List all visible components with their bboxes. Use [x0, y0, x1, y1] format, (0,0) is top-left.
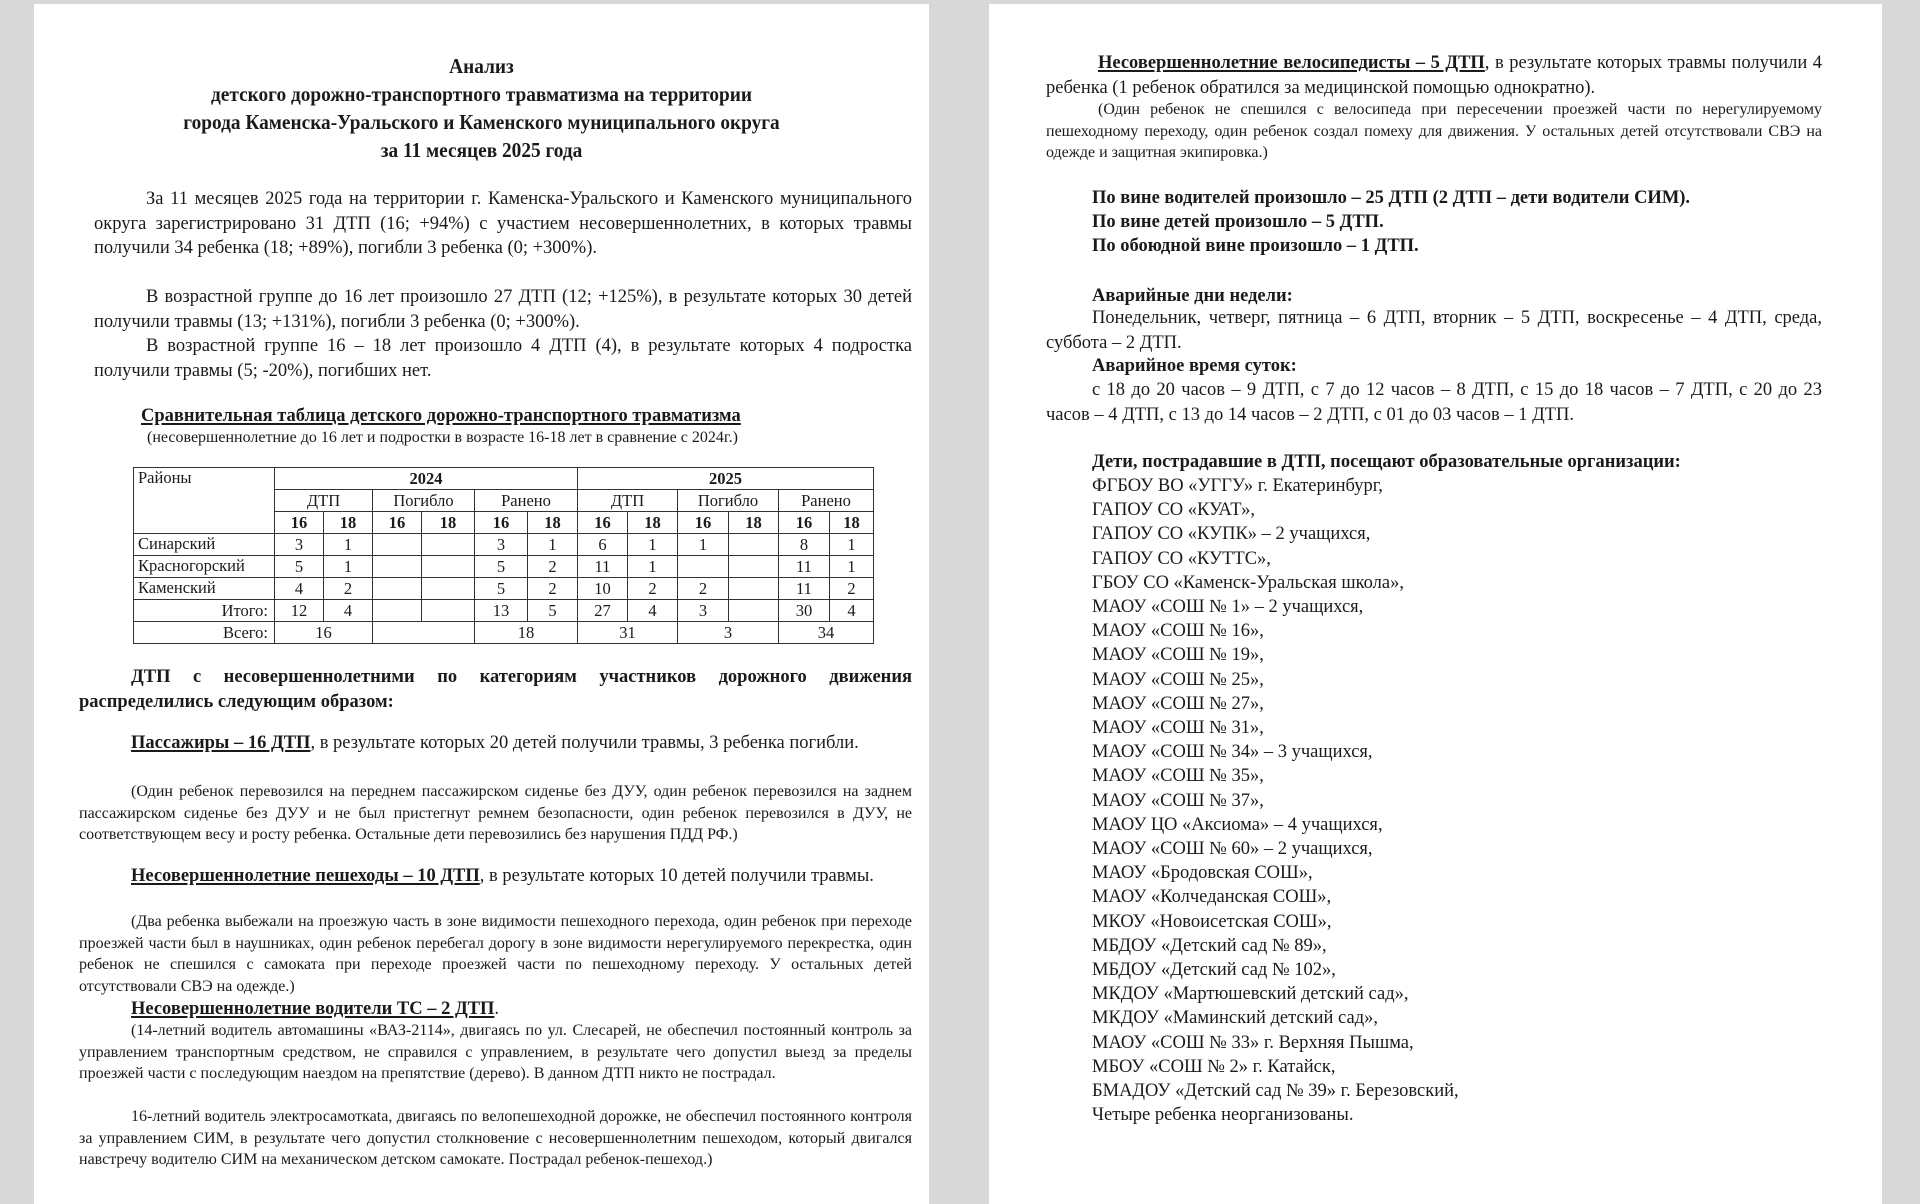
table-row	[134, 578, 874, 600]
table-cell	[729, 556, 779, 578]
age-header: 18	[830, 512, 874, 534]
schools-heading: Дети, пострадавшие в ДТП, посещают образовательные организации:	[1092, 452, 1681, 472]
table-cell	[422, 600, 475, 622]
age-header: 16	[373, 512, 422, 534]
fault-children: По вине детей произошло – 5 ДТП.	[1092, 212, 1384, 232]
passengers-section	[79, 731, 912, 756]
table-cell: 11	[779, 556, 830, 578]
school-item: ГАПОУ СО «КУПК» – 2 учащихся,	[1092, 524, 1371, 545]
doc-title-line-3: города Каменска-Уральского и Каменского муниципального округа	[183, 110, 780, 134]
cyclists-note: (Один ребенок не спешился с велосипеда при пересечении проезжей части по нерегулируемому пешеходному переходу, один ребенок создал помеху для движения. У остальных детей отсутствовали СВЭ на одежде и защитная экипировка.)	[1046, 101, 1822, 161]
pedestrians-note: (Два ребенка выбежали на проезжую часть в зоне видимости пешеходного перехода, один ребенок при переходе проезжей части был в наушниках, один ребенок перебегал дорогу в зоне видимости нерегулируемого перекрестка, один ребенок не спешился с самоката при переходе проезжей части по пешеходному переходу. У остальных детей отсутствовали СВЭ на одежде.)	[79, 913, 912, 995]
drivers-note-2: 16-летний водитель электросамоткаta, двигаясь по велопешеходной дорожке, не обеспечил постоянного контроля за управлением СИМ, в результате чего допустил столкновение с несовершеннолетним пешеходом, который двигался навстречу водителю СИМ на механическом детском самокате. Пострадал ребенок-пешеход.)	[79, 1108, 912, 1168]
school-item: МБОУ «СОШ № 2» г. Катайск,	[1092, 1056, 1336, 1077]
table-cell: 10	[578, 578, 628, 600]
table-cell	[729, 600, 779, 622]
intro-paragraph-1: За 11 месяцев 2025 года на территории г. Каменска-Уральского и Каменского муниципального округа зарегистрировано 31 ДТП (16; +94%) с участием несовершеннолетних, в которых травмы получили 34 ребенка (18; +89%), погибли 3 ребенка (0; +300%).	[94, 189, 912, 258]
schools-list	[1092, 474, 1459, 1127]
school-item: МАОУ «СОШ № 34» – 3 учащихся,	[1092, 742, 1373, 763]
school-item: МАОУ «СОШ № 1» – 2 учащихся,	[1092, 597, 1364, 618]
cyclists-heading: Несовершеннолетние велосипедисты – 5 ДТП	[1098, 53, 1485, 73]
school-item: МАОУ «СОШ № 31»,	[1092, 718, 1264, 739]
school-item: ГАПОУ СО «КУАТ»,	[1092, 500, 1255, 521]
age-header: 16	[275, 512, 324, 534]
table-cell: 12	[275, 600, 324, 622]
year-header-2024: 2024	[275, 468, 578, 490]
table-cell	[729, 578, 779, 600]
table-row	[134, 534, 874, 556]
school-item: МАОУ «СОШ № 19»,	[1092, 645, 1264, 666]
table-subtitle: (несовершеннолетние до 16 лет и подростки в возрасте 16-18 лет в сравнение с 2024г.)	[147, 429, 738, 446]
age-header: 18	[324, 512, 373, 534]
fault-mutual: По обоюдной вине произошло – 1 ДТП.	[1092, 236, 1419, 256]
intro-paragraph-3: В возрастной группе 16 – 18 лет произошло 4 ДТП (4), в результате которых 4 подростка получили травмы (5; -20%), погибших нет.	[94, 336, 912, 381]
total-cell: 16	[275, 622, 373, 644]
age-header: 16	[578, 512, 628, 534]
table-cell	[373, 578, 422, 600]
district-name: Красногорский	[134, 556, 275, 578]
total-cell: 31	[578, 622, 678, 644]
table-cell: 4	[324, 600, 373, 622]
table-cell: 30	[779, 600, 830, 622]
year-header-2025: 2025	[578, 468, 874, 490]
document-page-right	[989, 4, 1882, 1204]
table-title: Сравнительная таблица детского дорожно-транспортного травматизма	[141, 406, 741, 426]
passengers-heading: Пассажиры – 16 ДТП	[131, 733, 311, 753]
school-item: МАОУ «СОШ № 27»,	[1092, 693, 1264, 714]
table-cell	[373, 600, 422, 622]
table-cell	[373, 534, 422, 556]
district-name: Каменский	[134, 578, 275, 600]
age-header: 16	[678, 512, 729, 534]
table-header-years	[134, 468, 874, 490]
table-row	[134, 600, 874, 622]
group-header: Погибло	[373, 490, 475, 512]
school-item: МБДОУ «Детский сад № 102»,	[1092, 960, 1336, 981]
pedestrians-section	[79, 864, 912, 889]
pedestrians-heading: Несовершеннолетние пешеходы – 10 ДТП	[131, 866, 480, 886]
table-cell	[373, 556, 422, 578]
days-heading: Аварийные дни недели:	[1092, 286, 1293, 306]
table-cell: 4	[830, 600, 874, 622]
table-cell: 4	[628, 600, 678, 622]
table-cell: 4	[275, 578, 324, 600]
passengers-note: (Один ребенок перевозился на переднем пассажирском сиденье без ДУУ, один ребенок перевозился на заднем пассажирском сиденье без ДУУ и не был пристегнут ремнем безопасности, один ребенок перевозился в ДУУ, не соответствующем весу и росту ребенка. Остальные дети перевозились без нарушения ПДД РФ.)	[79, 783, 912, 843]
age-header: 18	[528, 512, 578, 534]
table-cell: 2	[528, 578, 578, 600]
table-cell: 27	[578, 600, 628, 622]
age-header: 16	[475, 512, 528, 534]
table-body	[134, 534, 874, 644]
table-cell: 2	[830, 578, 874, 600]
table-cell	[422, 578, 475, 600]
table-cell: 2	[628, 578, 678, 600]
table-corner-header: Районы	[134, 468, 275, 534]
doc-title-line-1: Анализ	[449, 54, 514, 78]
drivers-note-1: (14-летний водитель автомашины «ВАЗ-2114», двигаясь по ул. Слесарей, не обеспечил постоянный контроль за управлением транспортным средством, не справился с управлением, в результате чего допустил выезд за пределы проезжей части с последующим наездом на препятствие (дерево). В данном ДТП никто не пострадал.	[79, 1022, 912, 1082]
table-total-row	[134, 622, 874, 644]
table-cell: 5	[528, 600, 578, 622]
school-item: МКДОУ «Мартюшевский детский сад»,	[1092, 984, 1409, 1005]
school-item: МАОУ «Колчеданская СОШ»,	[1092, 887, 1332, 908]
age-header: 18	[422, 512, 475, 534]
intro-paragraph-2: В возрастной группе до 16 лет произошло 27 ДТП (12; +125%), в результате которых 30 детей получили травмы (13; +131%), погибли 3 ребенка (0; +300%).	[94, 287, 912, 332]
total-cell: 3	[678, 622, 779, 644]
cyclists-text: , в результате которых травмы получили 4 ребенка (1 ребенок обратился за медицинской помощью однократно).	[1046, 53, 1822, 98]
school-item: МКОУ «Новоисетская СОШ»,	[1092, 911, 1332, 932]
table-cell: 3	[275, 534, 324, 556]
school-item: ГАПОУ СО «КУТТС»,	[1092, 548, 1271, 569]
total-cell	[373, 622, 475, 644]
table-cell: 11	[779, 578, 830, 600]
school-item: ФГБОУ ВО «УГГУ» г. Екатеринбург,	[1092, 476, 1383, 496]
school-item: МАОУ «СОШ № 35»,	[1092, 766, 1264, 787]
drivers-heading: Несовершеннолетние водители ТС – 2 ДТП	[131, 999, 495, 1019]
school-item: МКДОУ «Маминский детский сад»,	[1092, 1008, 1378, 1029]
document-page-left	[34, 4, 929, 1204]
table-cell: 11	[578, 556, 628, 578]
school-item: МАОУ «СОШ № 16»,	[1092, 621, 1264, 642]
table-cell: 2	[324, 578, 373, 600]
district-name: Итого:	[134, 600, 275, 622]
table-cell: 1	[528, 534, 578, 556]
table-cell: 2	[528, 556, 578, 578]
table-cell: 1	[830, 534, 874, 556]
table-cell: 3	[475, 534, 528, 556]
table-cell: 1	[830, 556, 874, 578]
comparison-table	[133, 467, 874, 644]
doc-title-line-2: детского дорожно-транспортного травматизма на территории	[210, 82, 753, 106]
table-cell	[422, 556, 475, 578]
drivers-section	[79, 997, 912, 1022]
table-row	[134, 556, 874, 578]
table-cell: 8	[779, 534, 830, 556]
district-name: Синарский	[134, 534, 275, 556]
school-item: Четыре ребенка неорганизованы.	[1092, 1105, 1354, 1126]
school-item: МАОУ «СОШ № 60» – 2 учащихся,	[1092, 839, 1373, 860]
fault-drivers: По вине водителей произошло – 25 ДТП (2 ДТП – дети водители СИМ).	[1092, 188, 1691, 208]
age-header: 18	[729, 512, 779, 534]
table-cell	[729, 534, 779, 556]
group-header: ДТП	[275, 490, 373, 512]
table-cell: 1	[678, 534, 729, 556]
time-heading: Аварийное время суток:	[1092, 356, 1297, 376]
passengers-text: , в результате которых 20 детей получили травмы, 3 ребенка погибли.	[310, 733, 859, 753]
table-cell: 1	[324, 556, 373, 578]
categories-heading: ДТП с несовершеннолетними по категориям участников дорожного движения распределились следующим образом:	[79, 667, 912, 712]
time-text: с 18 до 20 часов – 9 ДТП, с 7 до 12 часов – 8 ДТП, с 15 до 18 часов – 7 ДТП, с 20 до 23 часов – 4 ДТП, с 13 до 14 часов – 2 ДТП, с 01 до 03 часов – 1 ДТП.	[1046, 380, 1822, 425]
table-cell: 13	[475, 600, 528, 622]
school-item: МАОУ «СОШ № 33» г. Верхняя Пышма,	[1092, 1032, 1414, 1053]
pedestrians-text: , в результате которых 10 детей получили травмы.	[479, 866, 874, 886]
school-item: МАОУ «СОШ № 25»,	[1092, 669, 1264, 690]
table-cell: 1	[324, 534, 373, 556]
table-cell: 1	[628, 534, 678, 556]
doc-title-line-4: за 11 месяцев 2025 года	[380, 138, 583, 162]
age-header: 18	[628, 512, 678, 534]
school-item: МАОУ «Бродовская СОШ»,	[1092, 863, 1313, 884]
table-cell: 2	[678, 578, 729, 600]
school-item: БМАДОУ «Детский сад № 39» г. Березовский,	[1092, 1081, 1459, 1102]
school-item: МБДОУ «Детский сад № 89»,	[1092, 935, 1327, 956]
table-cell	[422, 534, 475, 556]
table-cell: 5	[475, 556, 528, 578]
drivers-text: .	[494, 999, 500, 1019]
age-header: 16	[779, 512, 830, 534]
table-cell: 5	[275, 556, 324, 578]
total-cell: 34	[779, 622, 874, 644]
group-header: Ранено	[779, 490, 874, 512]
table-cell	[678, 556, 729, 578]
days-text: Понедельник, четверг, пятница – 6 ДТП, вторник – 5 ДТП, воскресенье – 4 ДТП, среда, суббота – 2 ДТП.	[1046, 308, 1822, 353]
school-item: МАОУ ЦО «Аксиома» – 4 учащихся,	[1092, 814, 1383, 835]
table-cell: 6	[578, 534, 628, 556]
group-header: ДТП	[578, 490, 678, 512]
table-cell: 3	[678, 600, 729, 622]
table-cell: 5	[475, 578, 528, 600]
total-cell: 18	[475, 622, 578, 644]
total-label: Всего:	[134, 622, 275, 644]
group-header: Ранено	[475, 490, 578, 512]
group-header: Погибло	[678, 490, 779, 512]
cyclists-section	[1046, 51, 1822, 100]
school-item: ГБОУ СО «Каменск-Уральская школа»,	[1092, 572, 1404, 593]
table-cell: 1	[628, 556, 678, 578]
school-item: МАОУ «СОШ № 37»,	[1092, 790, 1264, 811]
